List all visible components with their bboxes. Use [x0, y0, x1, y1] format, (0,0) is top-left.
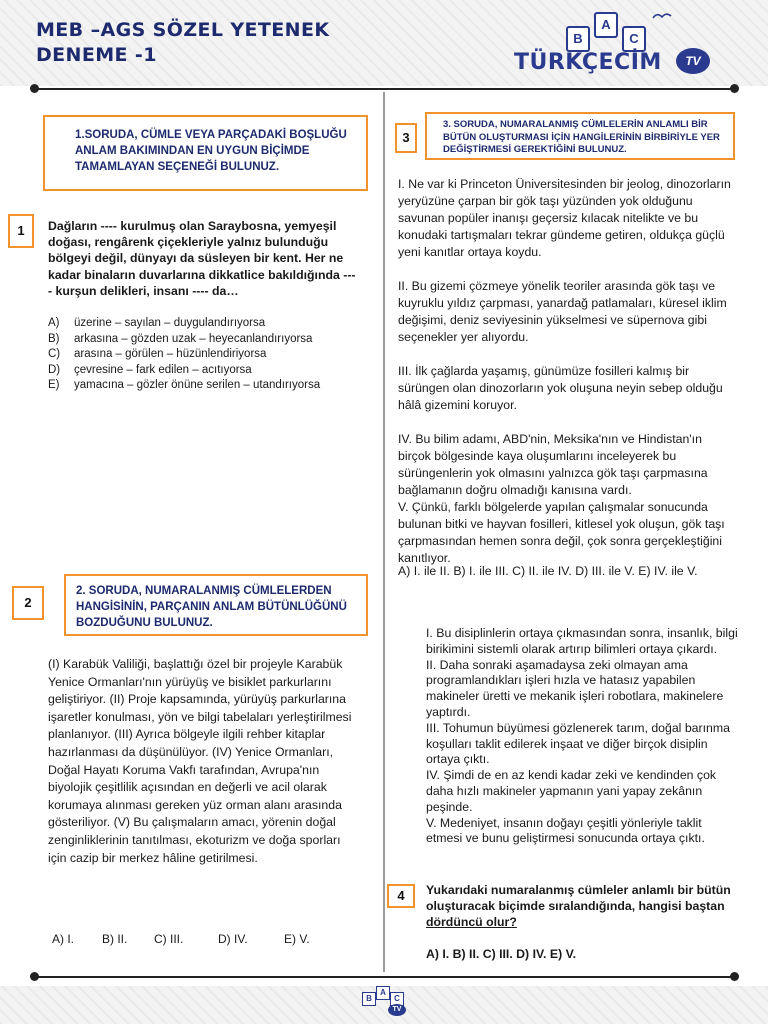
- q1-option-b[interactable]: B) arkasına – gözden uzak – heyecanlandırıyorsa: [48, 332, 313, 345]
- brand-name: TÜRKÇECİM: [514, 50, 662, 75]
- q3-number-badge: 3: [395, 123, 417, 153]
- q1-stem: Dağların ---- kurulmuş olan Saraybosna, yemyeşil doğası, rengârenk çiçekleriyle yalnız bulunduğu bölgeyi değil, dünyayı da süsleyen bir kent. Her ne kadar binaların duvarlarına dikkatlice bakıldığında ---- kurşun delikleri, insanı ---- da…: [48, 219, 356, 298]
- q4-sentence-2: II. Daha sonraki aşamadaysa zeki olmayan ama programlandıkları işleri hızla ve hatasız yapabilen makineler üretti ve mekanik işleri robotlara, makinelere yaptırdı.: [426, 657, 724, 719]
- q1-options: [48, 316, 368, 394]
- q1-option-d[interactable]: D) çevresine – fark edilen – acıtıyorsa: [48, 363, 252, 376]
- q4-sentence-3: III. Tohumun büyümesi gözlenerek tarım, doğal barınma koşulları taklit edilerek inşaat ve diğer birçok disiplin ortaya çıktı.: [426, 720, 730, 767]
- q4-sentence-4: IV. Şimdi de en az kendi kadar zeki ve kendinden çok daha hızlı makineler yapmanın yani yapay zekânın peşinde.: [426, 768, 717, 814]
- q4-number-badge: 4: [387, 884, 415, 908]
- logo-letter-b: B: [566, 26, 590, 52]
- q3-sentence-5: V. Çünkü, farklı bölgelerde yapılan çalışmalar sonucunda bulunan bitki ve hayvan fosilleri, kitlesel yok oluşun, gök taşı çarpmasından hemen sonra değil, çok sonra gerçekleştiğini kanıtlıyor.: [398, 500, 725, 565]
- q2-options: [52, 932, 372, 948]
- header-divider: [34, 88, 734, 90]
- q1-instruction-box: [43, 115, 368, 191]
- q2-option-a[interactable]: A) I.: [52, 932, 75, 946]
- q1-number-badge: 1: [8, 214, 34, 248]
- footer-logo-letter-c: C: [390, 992, 404, 1006]
- q1-option-c[interactable]: C) arasına – görülen – hüzünlendiriyorsa: [48, 348, 267, 360]
- q3-passage: [398, 176, 734, 567]
- footer-dot-right: [730, 972, 739, 981]
- footer-divider: [34, 976, 734, 978]
- tv-badge-icon: TV: [676, 48, 710, 74]
- q2-option-c[interactable]: C) III.: [154, 932, 184, 946]
- q2-option-b[interactable]: B) II.: [102, 932, 128, 946]
- q3-sentence-2: II. Bu gizemi çözmeye yönelik teoriler arasında gök taşı ve kuyruklu yıldız çarpması, yanardağ patlamaları, küresel iklim değişimi, deniz seviyesinin yükselmesi ve süpernova gibi seçenekler yer alıyordu.: [398, 279, 727, 344]
- q4-question-part2: dördüncü olur?: [426, 915, 517, 930]
- column-divider: [383, 92, 385, 972]
- q3-sentence-1: I. Ne var ki Princeton Üniversitesinden bir jeolog, dinozorların yeryüzüne çarpan bir gök taşı yüzünden yok olduğunu savunan popüler inanışı geçersiz kılacak nitelikte ve bu konudaki tartışmaları tekrar gündeme getiren, oldukça güçlü yeni kanıtlar ortaya koydu.: [398, 177, 731, 259]
- q3-instruction-box: [425, 112, 735, 160]
- footer-dot-left: [30, 972, 39, 981]
- logo-letter-c: C: [622, 26, 646, 52]
- logo: [560, 10, 670, 50]
- footer-logo: [360, 984, 408, 1018]
- logo-letter-a: A: [594, 12, 618, 38]
- page-title: [36, 18, 329, 68]
- q4-question: [426, 882, 736, 931]
- q2-option-d[interactable]: D) IV.: [218, 932, 248, 946]
- q3-sentence-4: IV. Bu bilim adamı, ABD'nin, Meksika'nın ve Hindistan'ın birçok bölgesinde kaya oluşumlarını inceleyerek bu sürüngenlerin yok olmasını yalnızca gök taşı çarpmasına bağlamanın doğru olmadığı kanısına vardı.: [398, 432, 708, 497]
- q2-instruction: 2. SORUDA, NUMARALANMIŞ CÜMLELERDEN HANGİSİNİN, PARÇANIN ANLAM BÜTÜNLÜĞÜNÜ BOZDUĞUNU BULUNUZ.: [76, 585, 347, 629]
- q1-option-e[interactable]: E) yamacına – gözler önüne serilen – utandırıyorsa: [48, 379, 321, 391]
- q4-sentence-5: V. Medeniyet, insanın doğayı çeşitli yönleriyle taklit etmesi ve bunu geliştirmesi sonucunda ortaya çıktı.: [426, 815, 705, 846]
- q1-option-a[interactable]: A) üzerine – sayılan – duygulandırıyorsa: [48, 317, 266, 329]
- q2-number-badge: 2: [12, 586, 44, 620]
- footer-logo-letter-a: A: [376, 986, 390, 1000]
- q1-instruction: 1.SORUDA, CÜMLE VEYA PARÇADAKİ BOŞLUĞU ANLAM BAKIMINDAN EN UYGUN BİÇİMDE TAMAMLAYAN SEÇENEĞİ BULUNUZ.: [75, 129, 347, 173]
- title-line-1: MEB –AGS SÖZEL YETENEK: [36, 19, 330, 41]
- title-line-2: DENEME -1: [36, 44, 157, 66]
- q3-options[interactable]: A) I. ile II. B) I. ile III. C) II. ile IV. D) III. ile V. E) IV. ile V.: [398, 564, 698, 578]
- q2-instruction-box: [64, 574, 368, 636]
- q2-option-e[interactable]: E) V.: [284, 932, 310, 946]
- divider-dot-left: [30, 84, 39, 93]
- bird-icon: [652, 10, 672, 22]
- q3-instruction: 3. SORUDA, NUMARALANMIŞ CÜMLELERİN ANLAMLI BİR BÜTÜN OLUŞTURMASI İÇİN HANGİLERİNİN BİRBİRİYLE YER DEĞİŞTİRMESİ GEREKTİĞİNİ BULUNUZ.: [443, 119, 720, 155]
- footer-logo-letter-b: B: [362, 992, 376, 1006]
- q3-sentence-3: III. İlk çağlarda yaşamış, günümüze fosilleri kalmış bir sürüngen olan dinozorların yok oluşuna neyin sebep olduğu hâlâ gizemini koruyor.: [398, 364, 723, 412]
- q2-passage: (I) Karabük Valiliği, başlattığı özel bir projeyle Karabük Yenice Ormanları'nın yürüyüş ve bisiklet parkurlarını geliştiriyor. (II) Proje kapsamında, yürüyüş parkurlarına işaretler konulması, yön ve bilgi tabelaları yerleştirilmesi planlanıyor. (III) Ayrıca bölgeyle ilgili rehber kitaplar hazırlanması da düşünülüyor. (IV) Yenice Ormanları, Doğal Hayatı Koruma Vakfı tarafından, Avrupa'nın biyolojik çeşitlilik açısından en değerli ve acil olarak korumaya alınması gereken yüz orman alanı arasında gösteriliyor. (V) Bu çalışmaların amacı, yörenin doğal zenginliklerinin tanıtılması, ekoturizm ve doğa sporları için cazip bir merkez hâline getirilmesi.: [48, 657, 352, 865]
- q4-options[interactable]: A) I. B) II. C) III. D) IV. E) V.: [426, 947, 577, 961]
- footer-tv-icon: TV: [388, 1004, 406, 1016]
- divider-dot-right: [730, 84, 739, 93]
- q4-sentence-1: I. Bu disiplinlerin ortaya çıkmasından sonra, insanlık, bilgi birikimini sistemli olarak artırıp bilimleri ortaya çıkardı.: [426, 626, 738, 656]
- q4-question-part1: Yukarıdaki numaralanmış cümleler anlamlı bir bütün oluşturacak biçimde sıralandığında, hangisi baştan: [426, 883, 731, 914]
- q4-sentences: [426, 626, 738, 847]
